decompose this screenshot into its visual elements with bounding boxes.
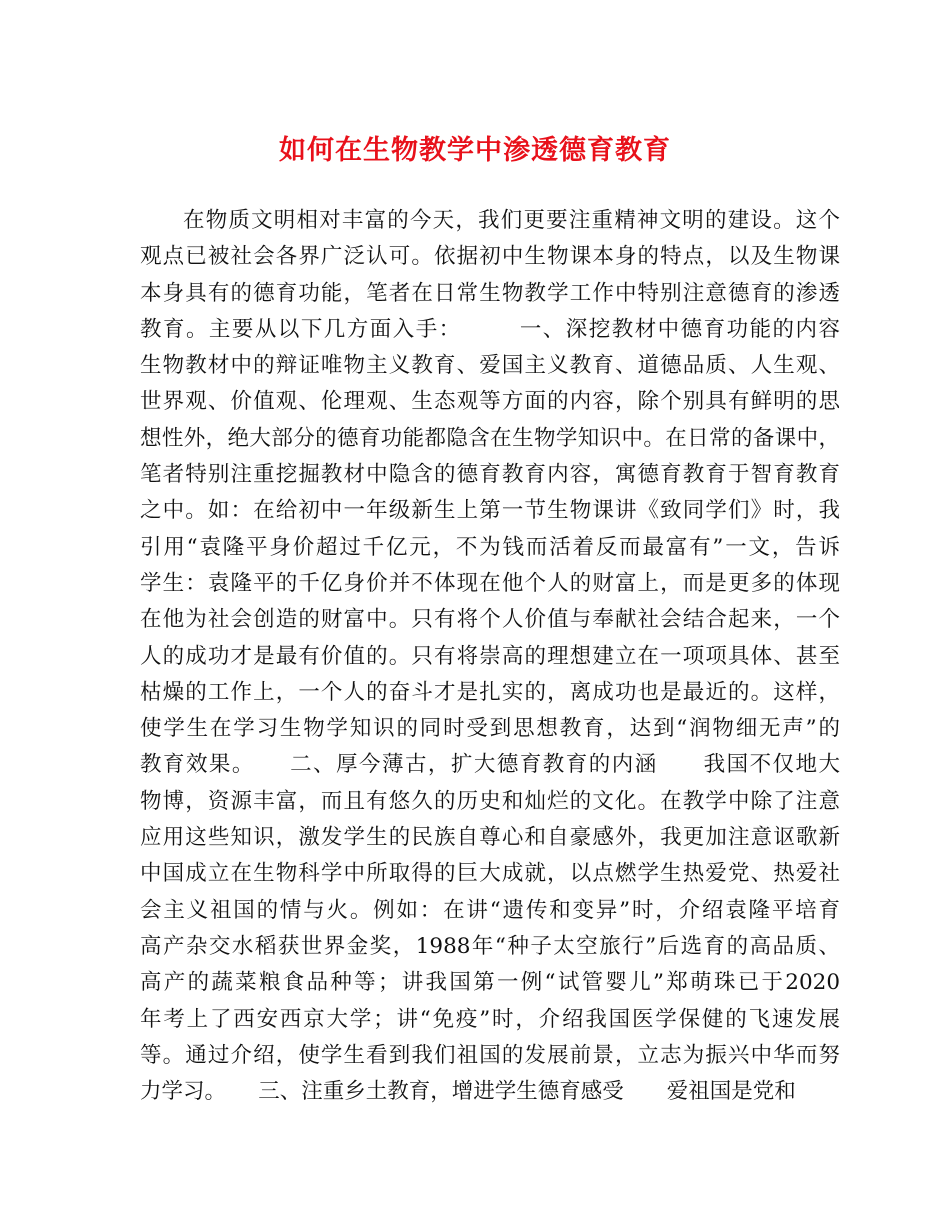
body-line: 人的成功才是最有价值的。只有将崇高的理想建立在一项项具体、甚至 (140, 643, 840, 669)
body-line: 力学习。 三、注重乡土教育，增进学生德育感受 爱祖国是党和 (140, 1079, 796, 1105)
body-line: 年考上了西安西京大学；讲“免疫”时，介绍我国医学保健的飞速发展 (140, 1006, 840, 1032)
body-line: 高产的蔬菜粮食品种等；讲我国第一例“试管婴儿”郑萌珠已于2020 (140, 970, 840, 996)
body-line: 观点已被社会各界广泛认可。依据初中生物课本身的特点，以及生物课 (140, 244, 840, 270)
body-line: 等。通过介绍，使学生看到我们祖国的发展前景，立志为振兴中华而努 (140, 1042, 840, 1068)
body-line: 引用“袁隆平身价超过千亿元，不为钱而活着反而最富有”一文，告诉 (140, 534, 840, 560)
body-line: 物博，资源丰富，而且有悠久的历史和灿烂的文化。在教学中除了注意 (140, 788, 840, 814)
body-line: 教育。主要从以下几方面入手： 一、深挖教材中德育功能的内容 (140, 316, 840, 342)
body-line: 之中。如：在给初中一年级新生上第一节生物课讲《致同学们》时，我 (140, 498, 840, 524)
body-line: 想性外，绝大部分的德育功能都隐含在生物学知识中。在日常的备课中， (140, 425, 840, 451)
body-line: 中国成立在生物科学中所取得的巨大成就，以点燃学生热爱党、热爱社 (140, 861, 840, 887)
body-line: 世界观、价值观、伦理观、生态观等方面的内容，除个别具有鲜明的思 (140, 389, 840, 415)
body-line: 学生：袁隆平的千亿身价并不体现在他个人的财富上，而是更多的体现 (140, 570, 840, 596)
document-body (140, 203, 840, 1110)
body-line: 生物教材中的辩证唯物主义教育、爱国主义教育、道德品质、人生观、 (140, 353, 840, 379)
body-line: 笔者特别注重挖掘教材中隐含的德育教育内容，寓德育教育于智育教育 (140, 462, 840, 488)
body-line: 高产杂交水稻获世界金奖，1988年“种子太空旅行”后选育的高品质、 (140, 933, 840, 959)
body-line: 应用这些知识，激发学生的民族自尊心和自豪感外，我更加注意讴歌新 (140, 825, 840, 851)
document-title: 如何在生物教学中渗透德育教育 (279, 135, 671, 166)
body-line: 会主义祖国的情与火。例如：在讲“遗传和变异”时，介绍袁隆平培育 (140, 897, 840, 923)
body-line: 本身具有的德育功能，笔者在日常生物教学工作中特别注意德育的渗透 (140, 280, 840, 306)
body-line: 教育效果。 二、厚今薄古，扩大德育教育的内涵 我国不仅地大 (140, 752, 840, 778)
body-line: 枯燥的工作上，一个人的奋斗才是扎实的，离成功也是最近的。这样， (140, 679, 840, 705)
body-line: 在他为社会创造的财富中。只有将个人价值与奉献社会结合起来，一个 (140, 607, 840, 633)
body-line: 在物质文明相对丰富的今天，我们更要注重精神文明的建设。这个 (183, 208, 840, 233)
body-line: 使学生在学习生物学知识的同时受到思想教育，达到“润物细无声”的 (140, 716, 840, 742)
